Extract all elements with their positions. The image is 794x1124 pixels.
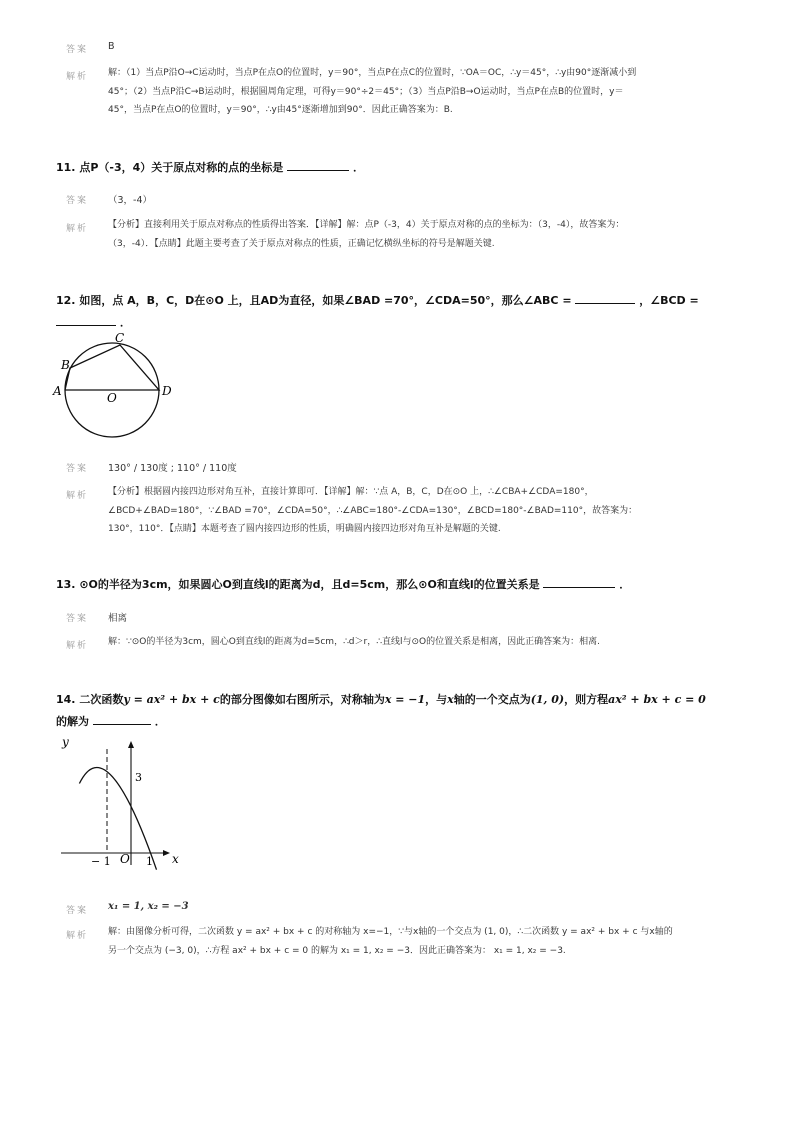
label-d: D — [162, 384, 172, 398]
label-c: C — [115, 331, 125, 345]
question-end: ． — [352, 161, 364, 174]
question-14-line2 — [56, 713, 166, 729]
x-axis-arrow — [163, 850, 170, 856]
question-text: 点P（-3，4）关于原点对称的点的坐标是 — [79, 161, 284, 174]
analysis-line: ∠BCD+∠BAD=180°，∵∠BAD =70°，∠CDA=50°，∴∠ABC=180°-∠CDA=130°，∠BCD=180°-∠BAD=110°，故答案为： — [108, 505, 638, 516]
label-neg1: − 1 — [91, 855, 111, 868]
analysis-line: 45°；（2）当点P沿C→B运动时，根据圆周角定理，可得y＝90°÷2＝45°；（3）当点P沿B→O运动时，当点P在点B的位置时，y＝ — [108, 86, 624, 97]
q11-analysis — [108, 216, 738, 253]
label-x: x — [172, 852, 179, 866]
question-14 — [56, 691, 706, 707]
question-text: 二次函数 — [79, 693, 124, 706]
label-b: B — [61, 358, 70, 372]
q12-answer: 130° / 130度 ; 110° / 110度 — [108, 463, 237, 474]
q13-answer: 相离 — [108, 613, 128, 624]
question-text: 轴的一个交点为 — [453, 693, 531, 706]
answer-tag: 答案 — [66, 45, 89, 55]
label-a: A — [53, 384, 62, 398]
quadrilateral-abcd — [65, 345, 159, 390]
answer-blank-bcd[interactable] — [56, 314, 116, 326]
question-end: ． — [619, 578, 631, 591]
question-number: 13. — [56, 578, 76, 591]
q14-answer: x₁ = 1, x₂ = −3 — [108, 901, 189, 912]
q14-analysis — [108, 923, 738, 960]
answer-blank-abc[interactable] — [575, 292, 635, 304]
label-origin: O — [120, 852, 130, 866]
q13-analysis — [108, 633, 738, 652]
answer-blank[interactable] — [543, 576, 615, 588]
label-3: 3 — [135, 771, 142, 784]
math-expression: ax² + bx + c = 0 — [608, 693, 706, 706]
analysis-line: （3，-4）．【点睛】此题主要考查了关于原点对称点的性质，正确记忆横纵坐标的符号是解题关键. — [108, 238, 495, 249]
q12-analysis — [108, 483, 738, 539]
analysis-tag: 解析 — [66, 491, 89, 501]
analysis-line: 45°，当点P在点O的位置时，y＝90°，∴y由45°逐渐增加到90°．因此正确答案为：B. — [108, 105, 453, 115]
analysis-tag: 解析 — [66, 72, 89, 82]
question-number: 12. — [56, 294, 76, 307]
question-mid: ，∠BCD = — [639, 294, 699, 307]
q10-answer: B — [108, 41, 115, 52]
analysis-line: 130°，110°．【点睛】本题考查了圆内接四边形的性质，明确圆内接四边形对角互补是解题的关键. — [108, 524, 501, 534]
question-13 — [56, 576, 630, 592]
analysis-tag: 解析 — [66, 931, 89, 941]
answer-blank[interactable] — [93, 713, 151, 725]
math-expression: x = −1 — [384, 693, 426, 706]
analysis-line: 另一个交点为 (−3, 0)，∴方程 ax² + bx + c = 0 的解为 x₁ = 1, x₂ = −3．因此正确答案为： x₁ = 1, x₂ = −3. — [108, 945, 566, 956]
question-text: 的解为 — [56, 715, 89, 728]
q10-analysis — [108, 64, 738, 120]
math-expression: y = ax² + bx + c — [123, 693, 220, 706]
answer-tag: 答案 — [66, 614, 89, 624]
question-12 — [56, 292, 699, 308]
label-1: 1 — [146, 855, 153, 868]
analysis-line: 解：∵⊙O的半径为3cm，圆心O到直线l的距离为d=5cm，∴d＞r，∴直线l与⊙O的位置关系是相离，因此正确答案为：相离. — [108, 637, 600, 647]
question-text: ，则方程 — [564, 693, 609, 706]
analysis-line: 【分析】根据圆内接四边形对角互补，直接计算即可．【详解】解：∵点 A，B，C，D在⊙O 上，∴∠CBA+∠CDA=180°， — [108, 487, 594, 497]
q11-answer: （3，-4） — [108, 195, 153, 206]
math-expression: x — [447, 693, 454, 706]
label-o: O — [107, 391, 117, 405]
label-y: y — [62, 735, 69, 749]
analysis-tag: 解析 — [66, 224, 89, 234]
question-text: 的部分图像如右图所示，对称轴为 — [219, 693, 385, 706]
y-axis-arrow — [128, 741, 134, 748]
answer-tag: 答案 — [66, 906, 89, 916]
math-expression: (1, 0) — [530, 693, 565, 706]
question-end: ． — [154, 715, 166, 728]
question-number: 11. — [56, 161, 76, 174]
question-text: 如图，点 A，B，C，D在⊙O 上，且AD为直径，如果∠BAD =70°，∠CDA=50°，那么∠ABC = — [79, 294, 572, 307]
question-number: 14. — [56, 693, 76, 706]
analysis-line: 解：由图像分析可得，二次函数 y = ax² + bx + c 的对称轴为 x=−1，∵与x轴的一个交点为 (1, 0)，∴二次函数 y = ax² + bx + c 与x轴的 — [108, 927, 673, 937]
question-text: ⊙O的半径为3cm，如果圆心O到直线l的距离为d，且d=5cm，那么⊙O和直线l的位置关系是 — [79, 578, 540, 591]
answer-tag: 答案 — [66, 464, 89, 474]
question-11 — [56, 159, 364, 175]
analysis-line: 【分析】直接利用关于原点对称点的性质得出答案．【详解】解：点P（-3，4）关于原点对称的点的坐标为：（3，-4），故答案为： — [108, 220, 625, 230]
answer-blank[interactable] — [287, 159, 349, 171]
answer-tag: 答案 — [66, 196, 89, 206]
parabola-figure — [56, 735, 186, 871]
circle-figure — [52, 328, 182, 440]
question-text: ，与 — [425, 693, 448, 706]
question-end: ． — [119, 316, 131, 329]
analysis-tag: 解析 — [66, 641, 89, 651]
analysis-line: 解：（1）当点P沿O→C运动时，当点P在点O的位置时，y＝90°，当点P在点C的位置时，∵OA＝OC，∴y＝45°，∴y由90°逐渐减小到 — [108, 68, 637, 78]
